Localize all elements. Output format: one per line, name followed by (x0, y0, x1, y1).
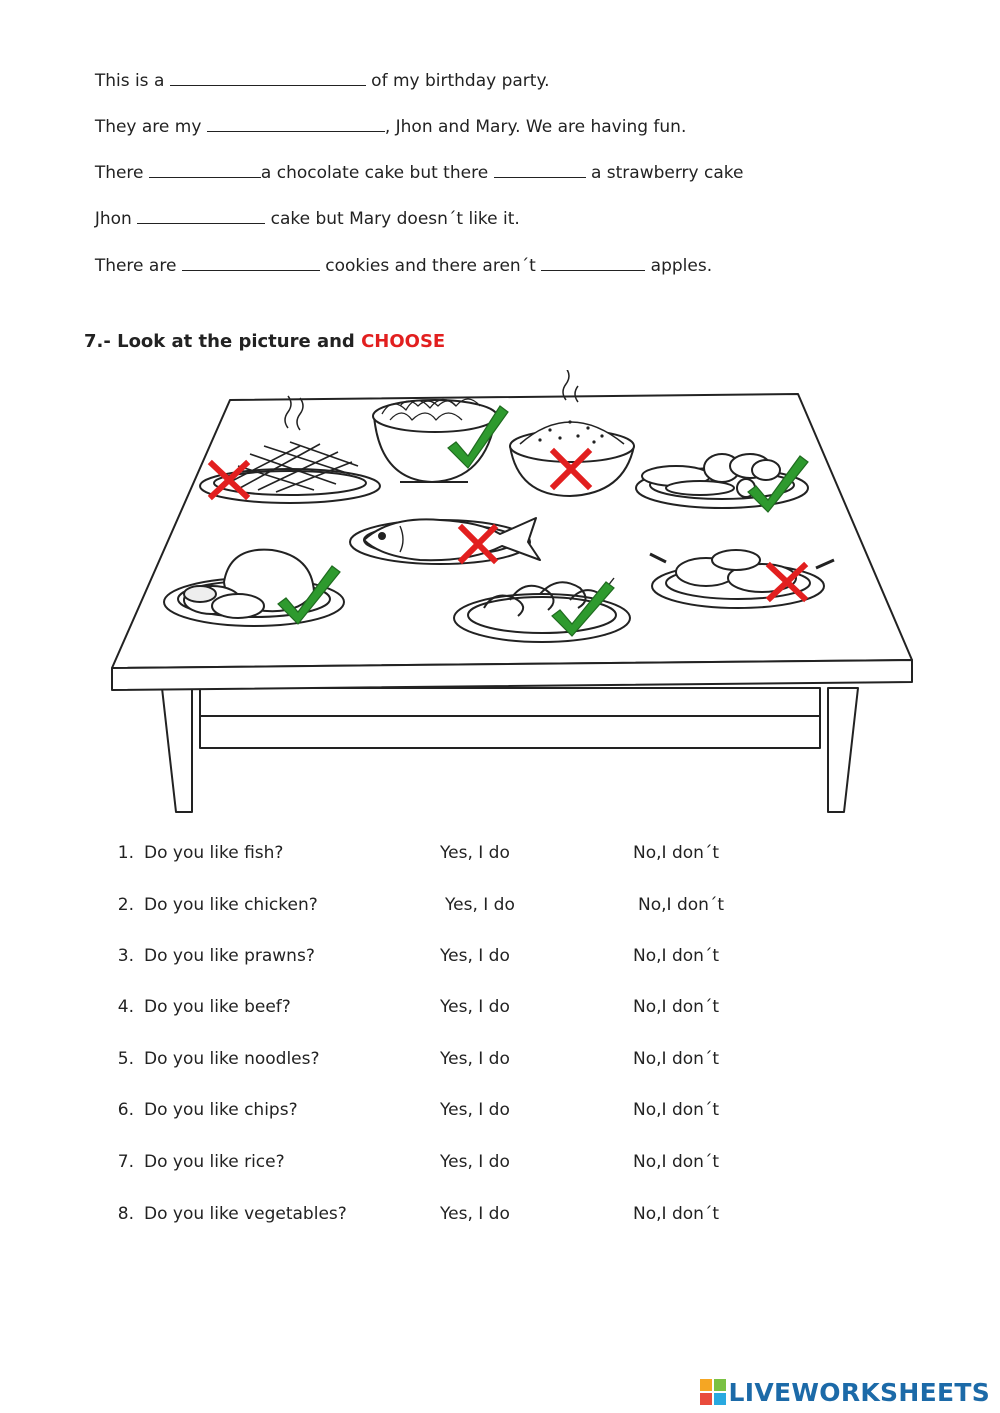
answer-no-option[interactable]: No,I don´t (633, 1204, 720, 1224)
answer-yes-option[interactable]: Yes, I do (440, 843, 510, 863)
answer-no-option[interactable]: No,I don´t (633, 1100, 720, 1120)
sentence-1 (84, 51, 550, 91)
sentence-2 (84, 97, 686, 137)
answer-yes-option[interactable]: Yes, I do (440, 1152, 510, 1172)
answer-yes-option[interactable]: Yes, I do (440, 946, 510, 966)
heading-highlight: CHOOSE (361, 331, 446, 352)
blank-1[interactable] (170, 71, 366, 86)
answer-yes-option[interactable]: Yes, I do (440, 1049, 510, 1069)
answer-no-option[interactable]: No,I don´t (638, 895, 725, 915)
blank-6[interactable] (182, 256, 320, 271)
blank-4[interactable] (494, 163, 586, 178)
sentence-2-start: They are my (94, 117, 207, 137)
sentence-3 (84, 143, 743, 183)
answer-no-option[interactable]: No,I don´t (633, 1049, 720, 1069)
blank-3[interactable] (149, 163, 261, 178)
question-text: Do you like chicken? (144, 895, 318, 915)
question-number: 5. (117, 1049, 134, 1069)
answer-no-option[interactable]: No,I don´t (633, 946, 720, 966)
question-text: Do you like vegetables? (144, 1204, 347, 1224)
sentence-4-end: cake but Mary doesn´t like it. (265, 209, 520, 229)
exercise-heading (84, 331, 445, 352)
question-text: Do you like beef? (144, 997, 291, 1017)
blank-7[interactable] (541, 256, 645, 271)
question-text: Do you like rice? (144, 1152, 285, 1172)
answer-yes-option[interactable]: Yes, I do (440, 1100, 510, 1120)
answer-yes-option[interactable]: Yes, I do (440, 997, 510, 1017)
sentence-2-end: , Jhon and Mary. We are having fun. (384, 117, 687, 137)
question-text: Do you like fish? (144, 843, 284, 863)
question-number: 6. (117, 1100, 134, 1120)
answer-no-option[interactable]: No,I don´t (633, 843, 720, 863)
heading-text: 7.- Look at the picture and (84, 331, 362, 352)
sentence-5-start: There are (94, 256, 182, 276)
sentence-5 (84, 236, 712, 276)
question-number: 2. (117, 895, 134, 915)
sentence-3-end: a strawberry cake (585, 163, 744, 183)
sentence-1-start: This is a (94, 71, 170, 91)
question-number: 3. (117, 946, 134, 966)
blank-2[interactable] (207, 117, 385, 132)
answer-no-option[interactable]: No,I don´t (633, 997, 720, 1017)
sentence-5-middle: cookies and there aren´t (319, 256, 542, 276)
question-text: Do you like chips? (144, 1100, 298, 1120)
food-table-illustration (100, 370, 930, 820)
answer-yes-option[interactable]: Yes, I do (440, 1204, 510, 1224)
question-text: Do you like prawns? (144, 946, 315, 966)
logo-text: LIVEWORKSHEETS (728, 1377, 990, 1407)
sentence-3-start: There (94, 163, 149, 183)
question-number: 7. (117, 1152, 134, 1172)
blank-5[interactable] (137, 209, 265, 224)
sentence-4-start: Jhon (94, 209, 138, 229)
table-legs (162, 688, 858, 812)
sentence-4 (84, 189, 520, 229)
sentence-5-end: apples. (645, 256, 713, 276)
sentence-1-end: of my birthday party. (365, 71, 550, 91)
question-number: 1. (117, 843, 134, 863)
sentence-3-middle: a chocolate cake but there (260, 163, 494, 183)
question-number: 8. (117, 1204, 134, 1224)
liveworksheets-logo (700, 1376, 990, 1408)
question-text: Do you like noodles? (144, 1049, 320, 1069)
answer-no-option[interactable]: No,I don´t (633, 1152, 720, 1172)
answer-yes-option[interactable]: Yes, I do (445, 895, 515, 915)
logo-blocks-icon (700, 1379, 726, 1405)
question-number: 4. (117, 997, 134, 1017)
